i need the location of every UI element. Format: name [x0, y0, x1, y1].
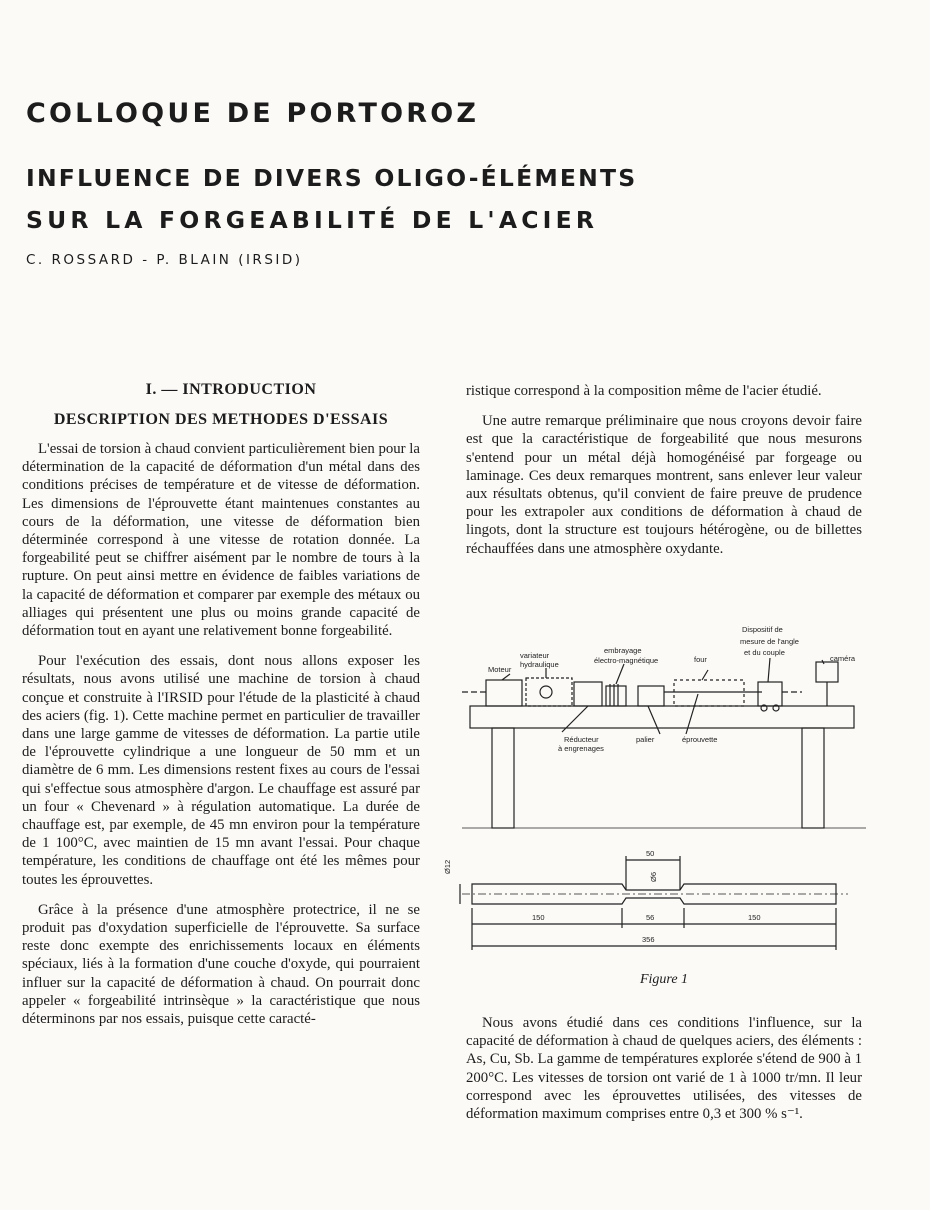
gearbox-box: [574, 682, 602, 706]
label-dispositif-1: Dispositif de: [742, 625, 783, 634]
figure-caption-text: Figure 1: [639, 972, 689, 987]
clutch-box: [606, 686, 626, 706]
dim-diam-6: Ø6: [649, 871, 658, 882]
label-eprouvette: éprouvette: [682, 735, 718, 744]
motor-box: [486, 680, 522, 706]
paragraph: Pour l'exécution des essais, dont nous allons exposer les résultats, nous avons utilisé une machine de torsion à chaud conçue et construite à l'IRSID pour l'étude de la plasticité à chaud des aciers (fig. 1). Cette machine permet en particulier de travailler dans une large gamme de vitesses de déformation. La partie utile de l'éprouvette cylindrique a une longueur de 50 mm et un diamètre de 6 mm. Les dimensions restent fixes au cours de l'essai qui s'effectue sous atmosphère d'argon. Le chauffage est assuré par un four « Chevenard » à régulation automatique. La durée de chauffage est, par exemple, de 45 mn environ pour la température de 1 100°C, avec maintien de 15 mn avant l'essai. Pour chaque température, les conditions de chauffage ont été les mêmes pour toutes les éprouvettes.: [22, 653, 420, 888]
label-embrayage-2: électro-magnétique: [594, 656, 659, 665]
dim-diam-12: Ø12: [443, 859, 452, 874]
label-reducteur-2: à engrenages: [558, 744, 604, 753]
label-dispositif-3: et du couple: [744, 648, 785, 657]
right-column-top: [466, 382, 862, 570]
bench-leg-right: [802, 728, 824, 828]
paragraph: L'essai de torsion à chaud convient particulièrement bien pour la détermination de la capacité de déformation d'un métal dans des conditions précises de température et de vitesse de déformation. Les dimensions de l'éprouvette étant maintenues constantes au cours de la déformation, une vitesse de déformation bien déterminée correspond à une vitesse de rotation donnée. La forgeabilité peut se chiffrer aisément par le nombre de tours à la rupture. On peut ainsi mettre en évidence de faibles variations de la capacité de déformation et comparer par exemple des métaux ou alliages qui présentent une plus ou moins grande capacité de déformation tout en ayant une relativement bonne forgeabilité.: [22, 441, 420, 640]
camera-box: [816, 662, 838, 682]
furnace-box: [674, 680, 744, 706]
subsection-title: DESCRIPTION DES METHODES D'ESSAIS: [53, 411, 389, 428]
dim-356: 356: [642, 935, 655, 944]
conference-title: COLLOQUE DE PORTOROZ: [26, 98, 480, 129]
variator-box: [526, 678, 572, 706]
label-camera: caméra: [830, 654, 856, 663]
dim-56: 56: [646, 913, 655, 922]
right-column-bottom: [466, 1014, 862, 1135]
bench-leg-left: [492, 728, 514, 828]
bearing-box: [638, 686, 664, 706]
label-variateur-2: hydraulique: [520, 660, 559, 669]
measuring-device: [758, 682, 782, 706]
figure-1-diagram: [443, 620, 866, 960]
paragraph: Nous avons étudié dans ces conditions l'influence, sur la capacité de déformation à chaud de quelques aciers, des éléments : As, Cu, Sb. La gamme de températures explorée s'étend de 900 à 1 200°C. Les vitesses de torsion ont varié de 1 à 1000 tr/mn. Il leur correspond avec les éprouvettes utilisées, des vitesses de déformation maximum comprises entre 0,3 et 300 % s⁻¹.: [466, 1015, 862, 1123]
label-dispositif-2: mesure de l'angle: [740, 637, 799, 646]
paragraph: Une autre remarque préliminaire que nous croyons devoir faire est que la caractéristique de forgeabilité que nous mesurons s'entend pour un métal déjà homogénéisé par forgeage ou laminage. Ces deux remarques montrent, sans enlever leur valeur aux résultats obtenus, qu'il convient de faire preuve de prudence pour les extrapoler aux conditions de déformation à chaud de lingots, dont la structure est toujours hétérogène, ou de billettes réchauffées dans une atmosphère oxydante.: [466, 413, 862, 557]
label-reducteur-1: Réducteur: [564, 735, 599, 744]
dim-150-left: 150: [532, 913, 545, 922]
bench-top: [470, 706, 854, 728]
figure-caption: [462, 972, 866, 988]
paragraph: Grâce à la présence d'une atmosphère protectrice, il ne se produit pas d'oxydation superficielle de l'éprouvette. Sa surface reste donc exempte des enrichissements locaux en éléments spéciaux, liés à la formation d'une couche d'oxyde, qui pourraient influer sur la capacité de déformation à chaud. On pourrait donc appeler « forgeabilité intrinsèque » la caractéristique que nous déterminons par nos essais, puisque cette caracté-: [22, 901, 420, 1028]
label-four: four: [694, 655, 707, 664]
paragraph: ristique correspond à la composition même de l'acier étudié.: [466, 383, 822, 399]
authors-line: C. ROSSARD - P. BLAIN (IRSID): [26, 252, 303, 268]
label-palier: palier: [636, 735, 655, 744]
section-title: I. — INTRODUCTION: [145, 381, 317, 398]
left-column: [22, 380, 420, 1040]
label-variateur-1: variateur: [520, 651, 550, 660]
dim-150-right: 150: [748, 913, 761, 922]
dim-50: 50: [646, 849, 655, 858]
label-embrayage-1: embrayage: [604, 646, 642, 655]
label-moteur: Moteur: [488, 665, 512, 674]
variator-wheel: [540, 686, 552, 698]
article-title-line-2: SUR LA FORGEABILITÉ DE L'ACIER: [26, 206, 599, 234]
article-title-line-1: INFLUENCE DE DIVERS OLIGO-ÉLÉMENTS: [26, 164, 638, 192]
